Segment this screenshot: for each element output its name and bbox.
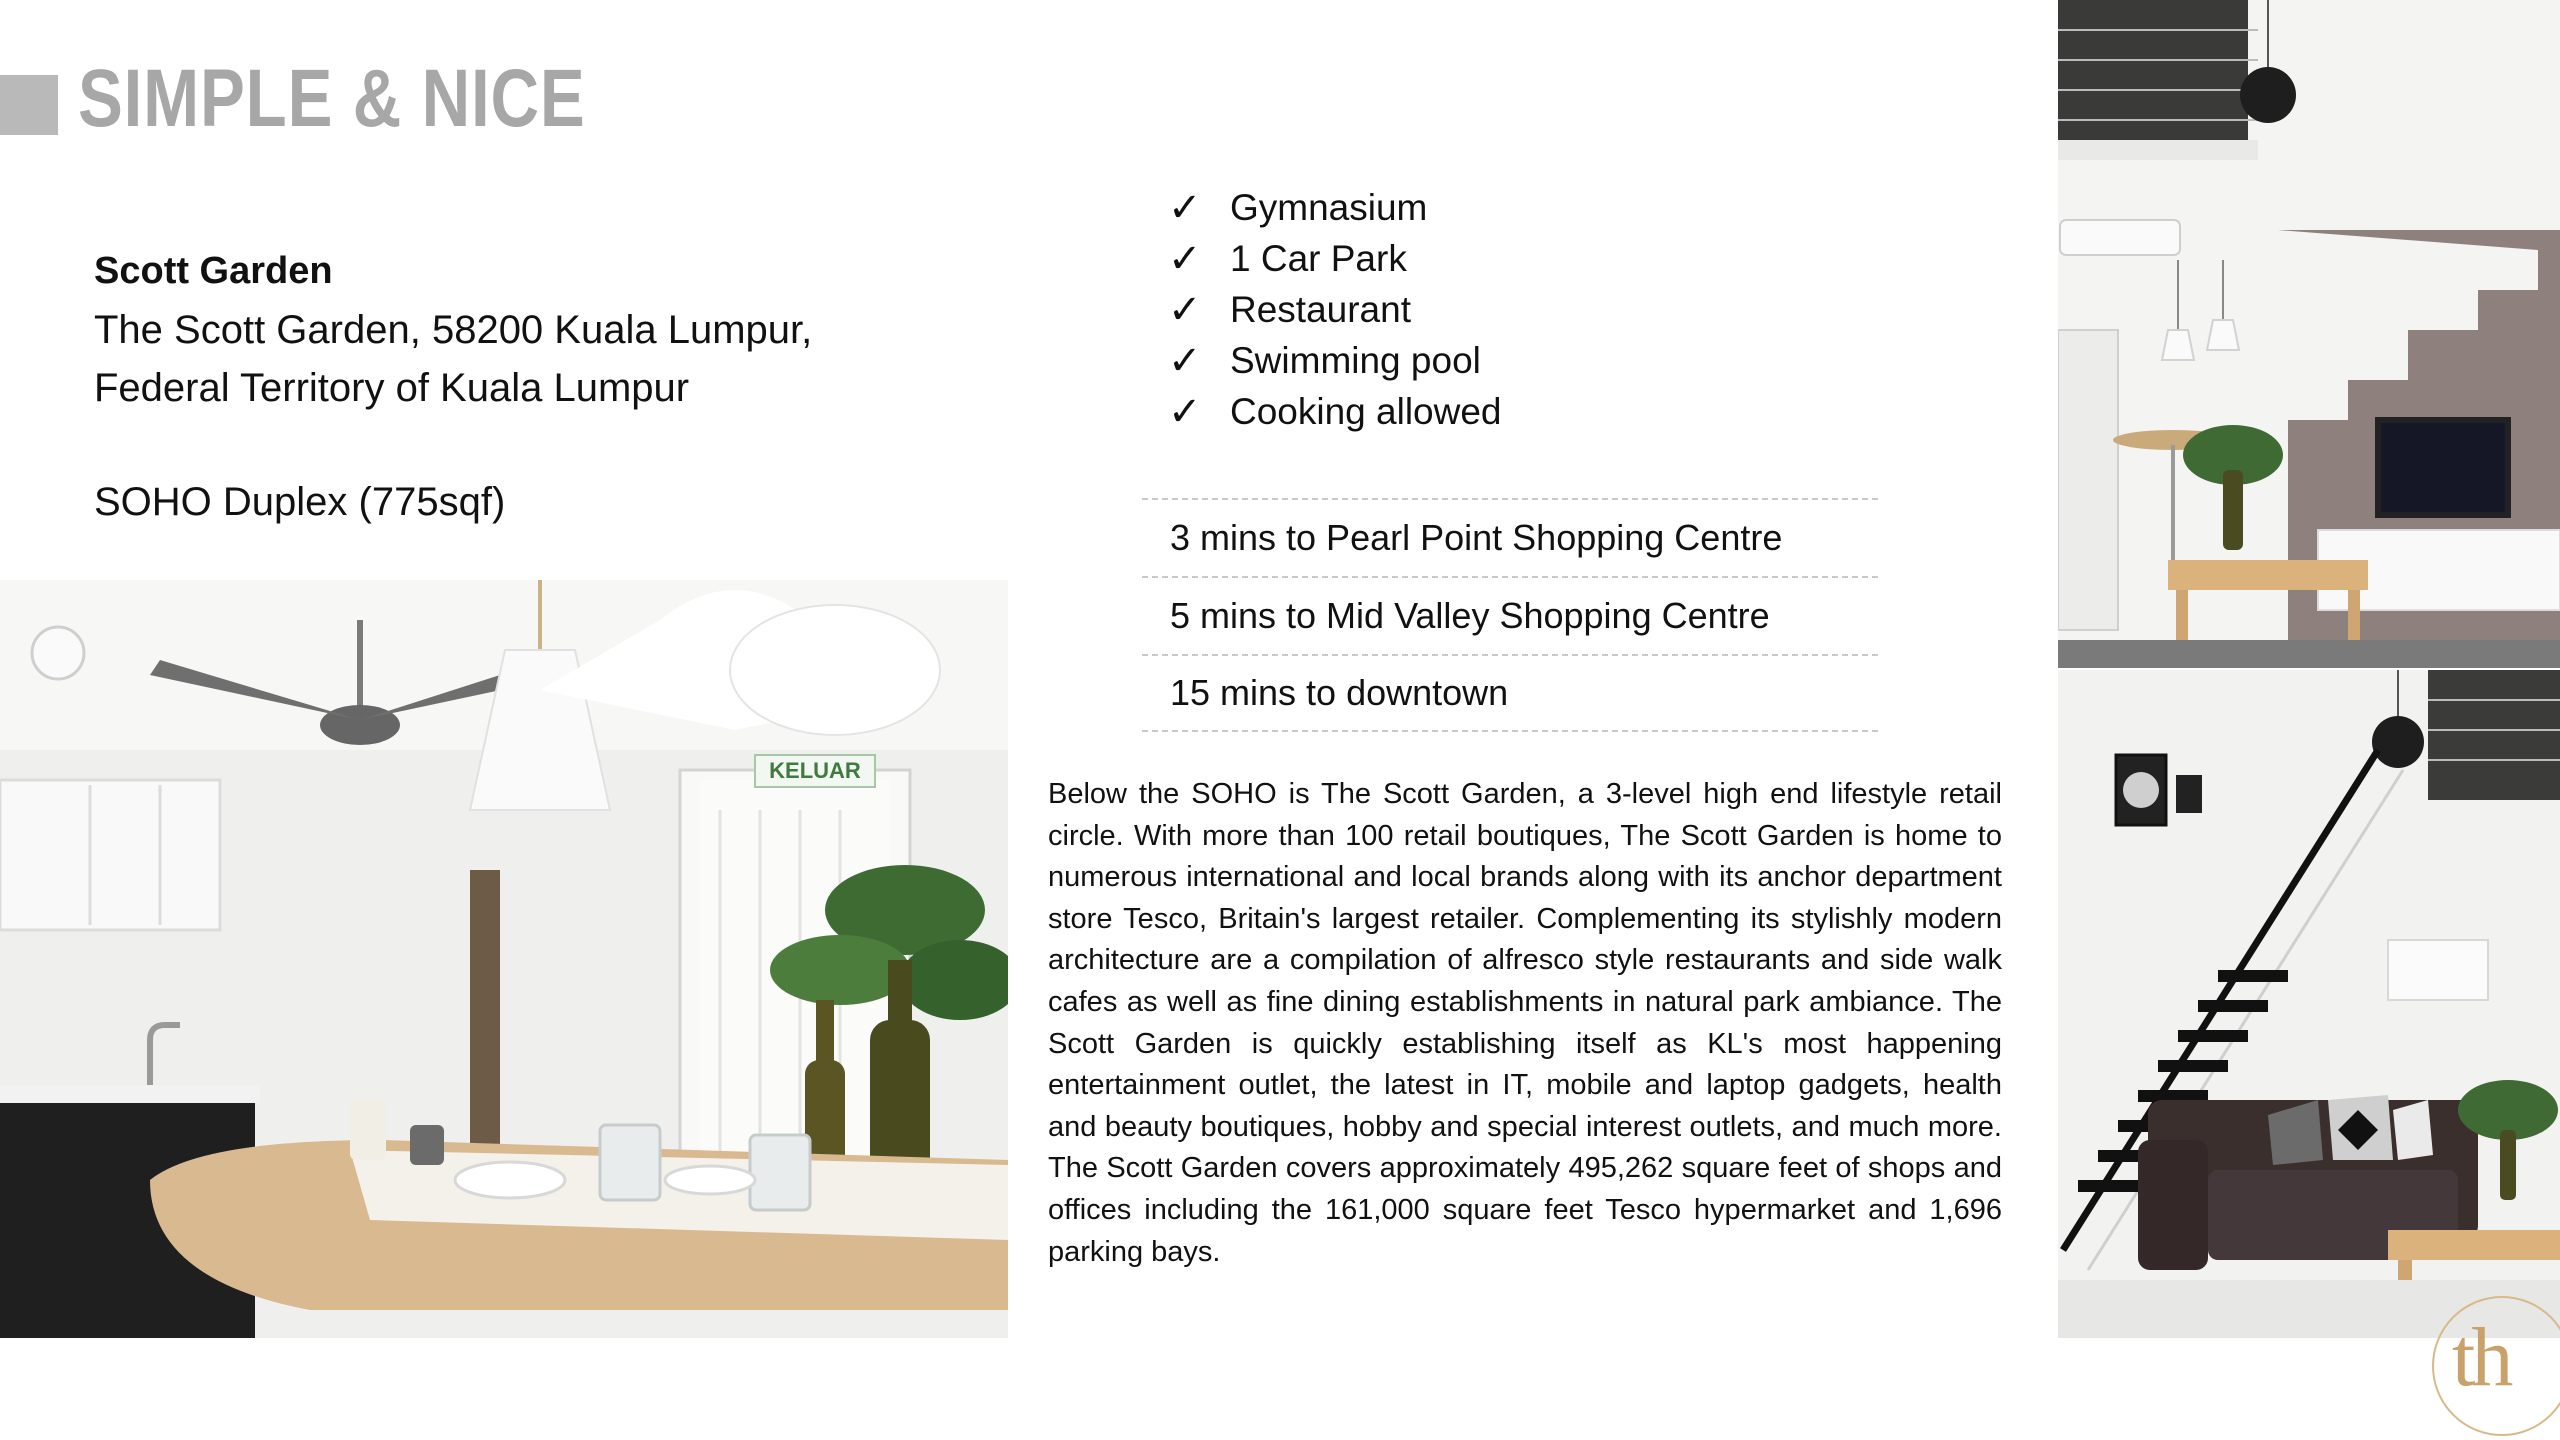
amenity-label: Cooking allowed: [1230, 390, 1502, 432]
distance-item: 5 mins to Mid Valley Shopping Centre: [1142, 576, 1878, 654]
amenity-item: [1168, 233, 1502, 284]
title-accent-bar: [0, 75, 58, 135]
amenity-item: [1168, 335, 1502, 386]
page-title: SIMPLE & NICE: [78, 53, 586, 144]
kitchen-photo: [0, 580, 1008, 1338]
property-address-line1: The Scott Garden, 58200 Kuala Lumpur,: [94, 308, 813, 352]
brand-logo-text: th: [2452, 1311, 2510, 1404]
property-name: Scott Garden: [94, 250, 333, 292]
property-unit-type: SOHO Duplex (775sqf): [94, 480, 506, 524]
check-icon: ✓: [1168, 388, 1202, 435]
brand-logo: [2432, 1296, 2560, 1436]
amenity-label: 1 Car Park: [1230, 237, 1407, 279]
amenity-label: Gymnasium: [1230, 186, 1428, 228]
distance-list: [1142, 498, 1878, 732]
exit-sign-text: KELUAR: [769, 758, 861, 783]
property-address-line2: Federal Territory of Kuala Lumpur: [94, 366, 690, 410]
amenity-item: [1168, 284, 1502, 335]
amenity-item: [1168, 386, 1502, 437]
amenity-label: Restaurant: [1230, 288, 1411, 330]
amenity-item: [1168, 182, 1502, 233]
distance-item: 15 mins to downtown: [1142, 654, 1878, 732]
amenities-list: [1168, 182, 1502, 437]
check-icon: ✓: [1168, 235, 1202, 282]
check-icon: ✓: [1168, 286, 1202, 333]
distance-item: 3 mins to Pearl Point Shopping Centre: [1142, 498, 1878, 576]
living-room-photo-top: [2058, 0, 2560, 668]
check-icon: ✓: [1168, 184, 1202, 231]
living-room-photo-bottom: [2058, 670, 2560, 1338]
check-icon: ✓: [1168, 337, 1202, 384]
description-paragraph: Below the SOHO is The Scott Garden, a 3-level high end lifestyle retail circle. With more than 100 retail boutiques, The Scott Garden is home to numerous international and local brands along with its anchor department store Tesco, Britain's largest retailer. Complementing its stylishly modern architecture are a compilation of alfresco style restaurants and side walk cafes as well as fine dining establishments in natural park ambiance. The Scott Garden is quickly establishing itself as KL's most happening entertainment outlet, the latest in IT, mobile and laptop gadgets, health and beauty boutiques, hobby and special interest outlets, and much more. The Scott Garden covers approximately 495,262 square feet of shops and offices including the 161,000 square feet Tesco hypermarket and 1,696 parking bays.: [1048, 778, 2002, 1268]
amenity-label: Swimming pool: [1230, 339, 1481, 381]
